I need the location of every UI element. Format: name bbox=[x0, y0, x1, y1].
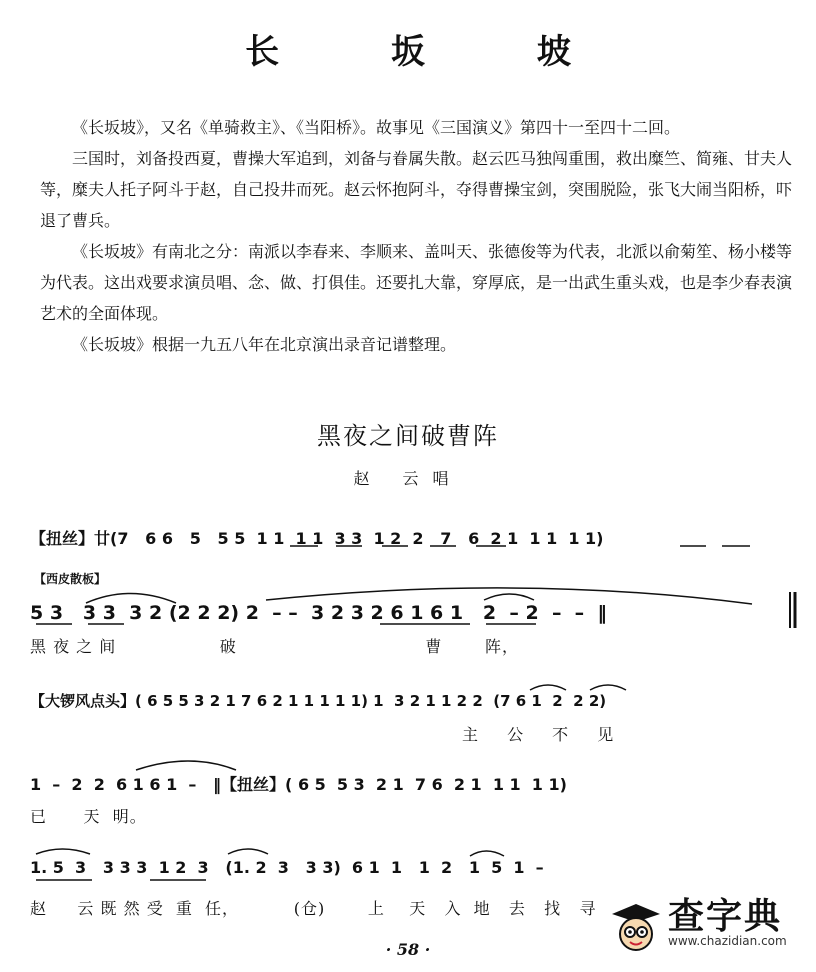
intro-paragraph: 《长坂坡》有南北之分：南派以李春来、李顺来、盖叫天、张德俊等为代表，北派以俞菊笙、杨小楼等为代表。这出戏要求演员唱、念、做、打俱佳。还要扎大靠，穿厚底，是一出武生重头戏，也是李少春表演艺术的全面体现。 bbox=[40, 242, 793, 323]
score-line-2: 5 3 3 3 3 2 (2 2 2) 2 – – 3 2 3 2 6 1 6 1 2 – 2 – – ‖ bbox=[30, 602, 607, 624]
lyric-line-2: 黑 夜 之 间 破 曹 阵， bbox=[30, 637, 519, 656]
page-title: 长 坂 坡 bbox=[245, 32, 621, 72]
lyric-line-5: 赵 云 既 然 受 重 任， (仓) 上 天 入 地 去 找 寻 bbox=[30, 899, 597, 918]
intro-text bbox=[40, 112, 792, 360]
page-number: · 58 · bbox=[385, 940, 431, 959]
scholar-cartoon-icon bbox=[610, 902, 662, 954]
score-line-5: 1. 5 3 3 3 3 1 2 3 (1. 2 3 3 3) 6 1 1 1 2 1 5 1 – bbox=[30, 858, 544, 877]
score-tag-xipi: 【西皮散板】 bbox=[34, 572, 107, 586]
slur-mark bbox=[228, 849, 268, 854]
score-line-1: 【扭丝】廿(7 6 6 5 5 5 1 1 1 1 3 3 1 2 2 7 6 2 1 1 1 1 1) bbox=[30, 529, 604, 548]
score-line-4: 1 – 2 2 6 1 6 1 – ‖【扭丝】( 6 5 5 3 2 1 7 6 2 1 1 1 1 1) bbox=[30, 775, 567, 794]
slur-mark bbox=[484, 594, 534, 600]
intro-paragraph: 三国时，刘备投西夏，曹操大军追到，刘备与眷属失散。赵云匹马独闯重围，救出糜竺、简雍、甘夫人等，糜夫人托子阿斗于赵，自己投井而死。赵云怀抱阿斗，夺得曹操宝剑，突围脱险，张飞大闹当阳桥，吓退了曹兵。 bbox=[40, 149, 793, 230]
score-line-3: 【大锣风点头】( 6 5 5 3 2 1 7 6 2 1 1 1 1 1) 1 3 2 1 1 2 2 (7 6 1 2 2 2) bbox=[30, 692, 607, 710]
site-logo bbox=[606, 888, 796, 968]
slur-mark bbox=[36, 849, 90, 854]
lyric-line-4: 已 天 明。 bbox=[30, 807, 147, 826]
logo-url[interactable]: www.chazidian.com bbox=[668, 934, 787, 948]
song-singer: 赵 云唱 bbox=[353, 469, 463, 488]
lyric-line-3: 主 公 不 见 bbox=[462, 725, 626, 744]
song-title: 黑夜之间破曹阵 bbox=[317, 422, 499, 450]
intro-paragraph: 《长坂坡》根据一九五八年在北京演出录音记谱整理。 bbox=[72, 335, 457, 354]
slur-mark bbox=[470, 851, 504, 856]
logo-text: 查字典 bbox=[668, 896, 783, 937]
slur-mark bbox=[136, 761, 236, 770]
intro-paragraph: 《长坂坡》，又名《单骑救主》、《当阳桥》。故事见《三国演义》第四十一至四十二回。 bbox=[72, 118, 681, 137]
